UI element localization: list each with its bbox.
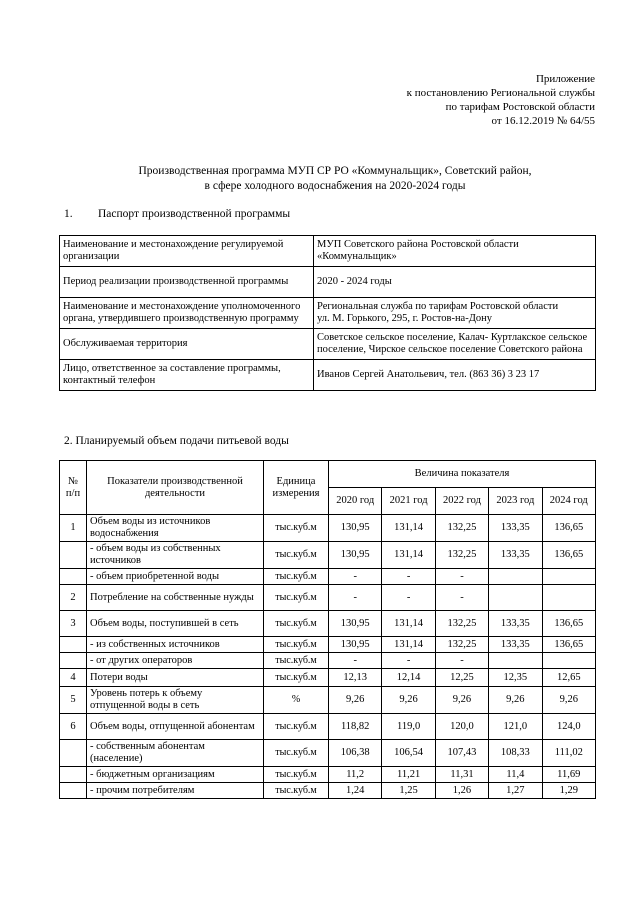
passport-value: Советское сельское поселение, Калач- Куртлакское сельское поселение, Чирское сельское поселение Советского района [314, 329, 596, 360]
appendix-line: от 16.12.2019 № 64/55 [491, 115, 595, 127]
row-value: 132,25 [435, 611, 488, 637]
table-row [60, 329, 596, 360]
row-value: 12,13 [329, 669, 382, 687]
row-value: 1,26 [435, 783, 488, 799]
document-title: Производственная программа МУП СР РО «Коммунальщик», Советский район, в сфере холодного водоснабжения на 2020-2024 годы [138, 165, 532, 192]
row-indicator: - прочим потребителям [87, 783, 264, 799]
row-unit: тыс.куб.м [264, 714, 329, 740]
row-unit: тыс.куб.м [264, 515, 329, 542]
row-value: 120,0 [435, 714, 488, 740]
passport-label: Наименование и местонахождение уполномоченного органа, утвердившего производственную программу [60, 298, 314, 329]
table-row [60, 585, 596, 611]
row-value: - [435, 569, 488, 585]
row-value: 131,14 [382, 515, 435, 542]
row-unit: тыс.куб.м [264, 669, 329, 687]
row-value: 111,02 [542, 740, 595, 767]
row-indicator: Потери воды [87, 669, 264, 687]
row-indicator: - бюджетным организациям [87, 767, 264, 783]
row-value: 11,31 [435, 767, 488, 783]
row-value: - [382, 653, 435, 669]
row-value: - [329, 585, 382, 611]
passport-label: Период реализации производственной программы [60, 267, 314, 298]
row-value: 9,26 [489, 687, 542, 714]
row-number [60, 569, 87, 585]
passport-label: Наименование и местонахождение регулируемой организации [60, 236, 314, 267]
row-indicator: - объем приобретенной воды [87, 569, 264, 585]
row-value: 9,26 [329, 687, 382, 714]
row-value: 12,25 [435, 669, 488, 687]
row-number: 6 [60, 714, 87, 740]
row-unit: тыс.куб.м [264, 585, 329, 611]
row-value: 106,38 [329, 740, 382, 767]
row-value: 131,14 [382, 637, 435, 653]
col-header-year: 2023 год [489, 488, 542, 515]
row-number: 1 [60, 515, 87, 542]
row-number: 4 [60, 669, 87, 687]
row-value [489, 585, 542, 611]
row-value: - [435, 585, 488, 611]
table-row [60, 653, 596, 669]
production-table [59, 460, 596, 799]
row-value: 1,25 [382, 783, 435, 799]
row-value: 11,2 [329, 767, 382, 783]
section2-heading: 2. Планируемый объем подачи питьевой воды [64, 435, 289, 447]
row-value: 107,43 [435, 740, 488, 767]
passport-table [59, 235, 596, 391]
row-value [489, 653, 542, 669]
row-value: 9,26 [382, 687, 435, 714]
row-value: 132,25 [435, 515, 488, 542]
row-value [542, 585, 595, 611]
row-value: 106,54 [382, 740, 435, 767]
row-value [489, 569, 542, 585]
col-header-year: 2020 год [329, 488, 382, 515]
row-value: - [329, 569, 382, 585]
row-value: 130,95 [329, 611, 382, 637]
row-value: - [382, 585, 435, 611]
section1-heading: 1. Паспорт производственной программы [64, 208, 291, 220]
row-value: 1,24 [329, 783, 382, 799]
row-value: 121,0 [489, 714, 542, 740]
row-value: 12,65 [542, 669, 595, 687]
col-header-value-group: Величина показателя [329, 461, 596, 488]
col-header-year: 2024 год [542, 488, 595, 515]
row-value: 130,95 [329, 637, 382, 653]
row-value: 1,29 [542, 783, 595, 799]
row-number [60, 767, 87, 783]
table-row [60, 740, 596, 767]
row-value: 133,35 [489, 611, 542, 637]
row-unit: тыс.куб.м [264, 569, 329, 585]
table-row [60, 298, 596, 329]
row-indicator: Объем воды, поступившей в сеть [87, 611, 264, 637]
table-row [60, 569, 596, 585]
table-row [60, 542, 596, 569]
row-value: 132,25 [435, 542, 488, 569]
row-number: 5 [60, 687, 87, 714]
col-header-year: 2021 год [382, 488, 435, 515]
row-value: - [382, 569, 435, 585]
row-value: 12,14 [382, 669, 435, 687]
row-value [542, 653, 595, 669]
appendix-line: Приложение [535, 73, 595, 85]
row-value: 11,69 [542, 767, 595, 783]
production-table-body [60, 515, 596, 799]
table-row [60, 783, 596, 799]
table-row [60, 767, 596, 783]
row-value: 133,35 [489, 542, 542, 569]
row-value: 133,35 [489, 515, 542, 542]
passport-value: МУП Советского района Ростовской области «Коммунальщик» [314, 236, 596, 267]
passport-value: Региональная служба по тарифам Ростовской области ул. М. Горького, 295, г. Ростов-на-Дону [314, 298, 596, 329]
col-header-unit: Единица измерения [264, 461, 329, 515]
table-row [60, 611, 596, 637]
row-number [60, 783, 87, 799]
row-indicator: - из собственных источников [87, 637, 264, 653]
appendix-line: по тарифам Ростовской области [445, 101, 595, 113]
row-indicator: Уровень потерь к объему отпущенной воды в сеть [87, 687, 264, 714]
row-value: 130,95 [329, 515, 382, 542]
col-header-year: 2022 год [435, 488, 488, 515]
row-number: 2 [60, 585, 87, 611]
row-value: 119,0 [382, 714, 435, 740]
row-indicator: Объем воды из источников водоснабжения [87, 515, 264, 542]
row-value: 136,65 [542, 515, 595, 542]
row-value: 136,65 [542, 542, 595, 569]
row-indicator: - от других операторов [87, 653, 264, 669]
table-row [60, 714, 596, 740]
row-value: 136,65 [542, 637, 595, 653]
col-header-num: № п/п [60, 461, 87, 515]
passport-label: Лицо, ответственное за составление программы, контактный телефон [60, 360, 314, 391]
table-row [60, 515, 596, 542]
row-value: 12,35 [489, 669, 542, 687]
row-number: 3 [60, 611, 87, 637]
appendix-line: к постановлению Региональной службы [406, 87, 595, 99]
row-value: 130,95 [329, 542, 382, 569]
passport-value: 2020 - 2024 годы [314, 267, 596, 298]
table-row [60, 687, 596, 714]
row-unit: тыс.куб.м [264, 740, 329, 767]
table-row [60, 267, 596, 298]
table-row [60, 637, 596, 653]
table-row [60, 360, 596, 391]
row-value: 118,82 [329, 714, 382, 740]
passport-label: Обслуживаемая территория [60, 329, 314, 360]
table-row [60, 669, 596, 687]
header-row [60, 461, 596, 488]
row-number [60, 637, 87, 653]
row-indicator: Объем воды, отпущенной абонентам [87, 714, 264, 740]
row-indicator: - собственным абонентам (население) [87, 740, 264, 767]
row-value: 11,4 [489, 767, 542, 783]
row-value: 136,65 [542, 611, 595, 637]
row-unit: тыс.куб.м [264, 767, 329, 783]
row-value: 1,27 [489, 783, 542, 799]
row-value: - [435, 653, 488, 669]
col-header-indicator: Показатели производственной деятельности [87, 461, 264, 515]
row-value: 9,26 [542, 687, 595, 714]
row-value: 124,0 [542, 714, 595, 740]
row-value: 11,21 [382, 767, 435, 783]
row-number [60, 653, 87, 669]
row-number [60, 740, 87, 767]
row-unit: тыс.куб.м [264, 611, 329, 637]
passport-value: Иванов Сергей Анатольевич, тел. (863 36) 3 23 17 [314, 360, 596, 391]
row-value: 108,33 [489, 740, 542, 767]
table-row [60, 236, 596, 267]
row-value: 9,26 [435, 687, 488, 714]
row-indicator: Потребление на собственные нужды [87, 585, 264, 611]
appendix-header [407, 72, 595, 128]
row-indicator: - объем воды из собственных источников [87, 542, 264, 569]
row-value: 132,25 [435, 637, 488, 653]
row-number [60, 542, 87, 569]
row-value: 133,35 [489, 637, 542, 653]
row-value [542, 569, 595, 585]
row-value: - [329, 653, 382, 669]
row-value: 131,14 [382, 542, 435, 569]
row-unit: % [264, 687, 329, 714]
row-unit: тыс.куб.м [264, 637, 329, 653]
row-unit: тыс.куб.м [264, 653, 329, 669]
row-unit: тыс.куб.м [264, 783, 329, 799]
row-unit: тыс.куб.м [264, 542, 329, 569]
row-value: 131,14 [382, 611, 435, 637]
